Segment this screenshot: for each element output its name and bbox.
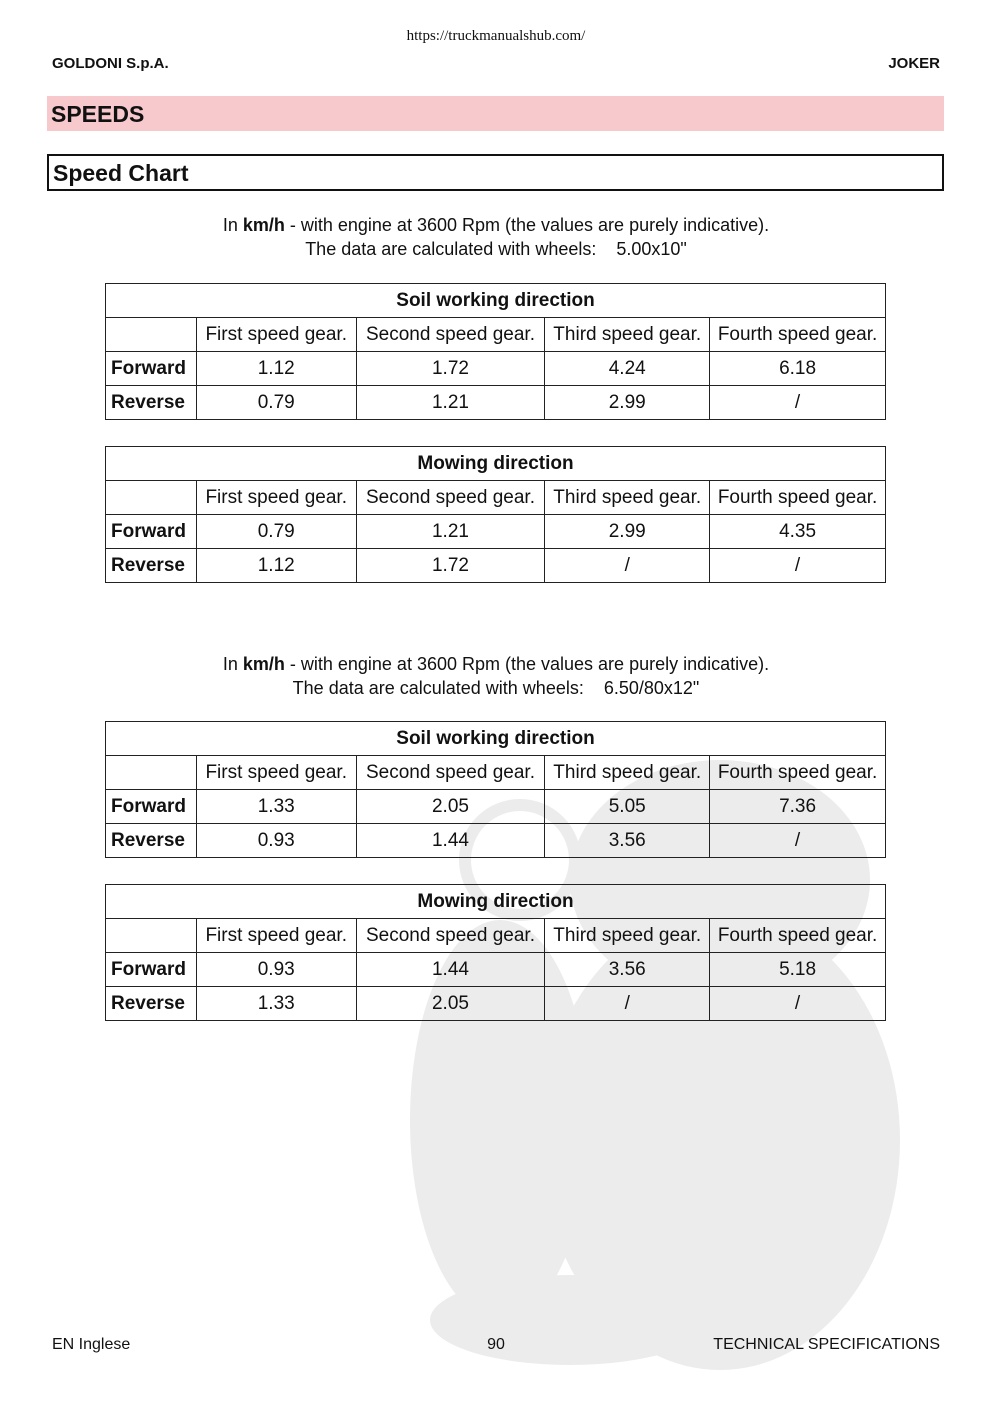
speed-value: /: [545, 549, 710, 583]
speed-table-mowing-2: [105, 884, 886, 1021]
subsection-title: Speed Chart: [47, 154, 944, 191]
row-label: Reverse: [106, 987, 197, 1021]
table-title: Soil working direction: [106, 722, 886, 756]
speed-value: /: [545, 987, 710, 1021]
speed-value: 1.44: [356, 824, 545, 858]
column-header: Third speed gear.: [545, 919, 710, 953]
speed-value: 4.24: [545, 352, 710, 386]
table-row: [106, 352, 886, 386]
speed-value: 1.72: [356, 352, 545, 386]
column-header: Second speed gear.: [356, 318, 545, 352]
column-header: First speed gear.: [196, 318, 356, 352]
footer-chapter: TECHNICAL SPECIFICATIONS: [713, 1336, 940, 1353]
company-name: GOLDONI S.p.A.: [52, 55, 169, 72]
speed-value: 0.93: [196, 824, 356, 858]
speed-value: 6.18: [710, 352, 886, 386]
table-title: Soil working direction: [106, 284, 886, 318]
speed-table-soil-1: [105, 283, 886, 420]
section-title: SPEEDS: [47, 96, 944, 131]
speed-value: 1.12: [196, 549, 356, 583]
model-name: JOKER: [888, 55, 940, 72]
speed-value: 1.33: [196, 790, 356, 824]
row-label: Forward: [106, 953, 197, 987]
row-label: Reverse: [106, 549, 197, 583]
speed-value: 2.05: [356, 790, 545, 824]
speed-value: 2.99: [545, 386, 710, 420]
row-label: Reverse: [106, 386, 197, 420]
column-header: Second speed gear.: [356, 756, 545, 790]
column-header: Second speed gear.: [356, 919, 545, 953]
table-row: [106, 790, 886, 824]
table-header-row: [106, 318, 886, 352]
column-header: Third speed gear.: [545, 318, 710, 352]
column-header: Fourth speed gear.: [710, 756, 886, 790]
table-row: [106, 386, 886, 420]
column-header: First speed gear.: [196, 919, 356, 953]
table-header-row: [106, 919, 886, 953]
table-row: [106, 515, 886, 549]
source-url: https://truckmanualshub.com/: [406, 28, 586, 44]
column-header: Fourth speed gear.: [710, 481, 886, 515]
speed-note-2: In km/h - with engine at 3600 Rpm (the values are purely indicative). The data are calculated with wheels: 6.50/80x12": [222, 654, 770, 698]
speed-value: 4.35: [710, 515, 886, 549]
table-row: [106, 824, 886, 858]
speed-value: 1.21: [356, 386, 545, 420]
column-header: First speed gear.: [196, 756, 356, 790]
speed-value: 0.79: [196, 515, 356, 549]
column-header: Fourth speed gear.: [710, 318, 886, 352]
table-title: Mowing direction: [106, 885, 886, 919]
table-row: [106, 953, 886, 987]
row-label: Forward: [106, 790, 197, 824]
speed-table-soil-2: [105, 721, 886, 858]
speed-value: 3.56: [545, 953, 710, 987]
table-row: [106, 987, 886, 1021]
column-header: Third speed gear.: [545, 481, 710, 515]
speed-value: 1.33: [196, 987, 356, 1021]
table-row: [106, 549, 886, 583]
speed-value: 7.36: [710, 790, 886, 824]
speed-value: /: [710, 549, 886, 583]
speed-value: 0.79: [196, 386, 356, 420]
table-header-row: [106, 481, 886, 515]
speed-value: /: [710, 386, 886, 420]
page-number: 90: [487, 1336, 505, 1353]
row-label: Reverse: [106, 824, 197, 858]
speed-table-mowing-1: [105, 446, 886, 583]
speed-value: 1.72: [356, 549, 545, 583]
column-header: Third speed gear.: [545, 756, 710, 790]
speed-value: 1.12: [196, 352, 356, 386]
footer-language: EN Inglese: [52, 1336, 131, 1353]
speed-value: 5.05: [545, 790, 710, 824]
row-label: Forward: [106, 352, 197, 386]
column-header: Second speed gear.: [356, 481, 545, 515]
row-label: Forward: [106, 515, 197, 549]
speed-value: 3.56: [545, 824, 710, 858]
speed-value: /: [710, 987, 886, 1021]
speed-value: 5.18: [710, 953, 886, 987]
table-title: Mowing direction: [106, 447, 886, 481]
speed-value: 1.21: [356, 515, 545, 549]
speed-value: 2.05: [356, 987, 545, 1021]
speed-note-1: In km/h - with engine at 3600 Rpm (the values are purely indicative). The data are calculated with wheels: 5.00x10": [222, 215, 770, 259]
speed-value: /: [710, 824, 886, 858]
column-header: First speed gear.: [196, 481, 356, 515]
speed-value: 0.93: [196, 953, 356, 987]
speed-value: 1.44: [356, 953, 545, 987]
column-header: Fourth speed gear.: [710, 919, 886, 953]
speed-value: 2.99: [545, 515, 710, 549]
table-header-row: [106, 756, 886, 790]
